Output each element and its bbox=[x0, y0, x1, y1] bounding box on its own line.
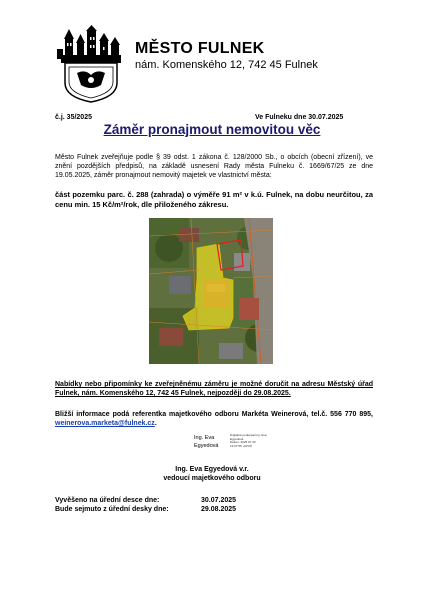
removed-date: 29.08.2025 bbox=[201, 506, 237, 513]
posted-label: Vyvěšeno na úřední desce dne: bbox=[55, 497, 160, 504]
digital-signature bbox=[194, 433, 267, 460]
town-name: MĚSTO FULNEK bbox=[135, 40, 265, 57]
town-crest-icon bbox=[55, 25, 127, 103]
document-date: Ve Fulneku dne 30.07.2025 bbox=[255, 114, 344, 121]
signature-digital-details bbox=[230, 434, 270, 448]
subject-paragraph: část pozemku parc. č. 288 (zahrada) o výměře 91 m² v k.ú. Fulnek, na dobu neurčitou, za cenu min. 15 Kč/m²/rok, dle přiloženého zákresu. bbox=[55, 190, 373, 209]
removed-label: Bude sejmuto z úřední desky dne: bbox=[55, 506, 169, 513]
signature-name-line2: Egyedová bbox=[194, 443, 219, 449]
signature-digital-line3: 13:07:55 +02'00' bbox=[230, 443, 253, 448]
town-address: nám. Komenského 12, 742 45 Fulnek bbox=[135, 59, 318, 71]
reference-number: č.j. 35/2025 bbox=[55, 114, 92, 121]
signature-digital-line1: Digitálně podepsal Ing. Eva Egyedová bbox=[230, 433, 267, 441]
submission-notice: Nabídky nebo připomínky ke zveřejněnému záměru je možné doručit na adresu Městský úřad Fulnek, nám. Komenského 12, 742 45 Fulnek, nejpozději do 29.08.2025. bbox=[55, 381, 373, 397]
signature-name-line1: Ing. Eva bbox=[194, 435, 215, 441]
posted-date: 30.07.2025 bbox=[201, 497, 237, 504]
email-link[interactable]: weinerova.marketa@fulnek.cz bbox=[55, 420, 155, 427]
signature-digital-line2: Datum: 2025.07.30 bbox=[230, 440, 256, 445]
contact-info bbox=[55, 410, 373, 428]
contact-end: . bbox=[154, 420, 157, 427]
signer-name: Ing. Eva Egyedová v.r. bbox=[175, 466, 249, 473]
signature-name bbox=[194, 434, 228, 450]
signer-block bbox=[0, 465, 424, 483]
contact-text: Bližší informace podá referentka majetkového odboru Markéta Weinerová, tel.č. 556 770 895, bbox=[55, 411, 373, 418]
document-title: Záměr pronajmout nemovitou věc bbox=[103, 122, 321, 137]
aerial-map-image bbox=[149, 218, 273, 364]
intro-paragraph: Město Fulnek zveřejňuje podle § 39 odst. 1 zákona č. 128/2000 Sb., o obcích (obecní zřízení), ve znění pozdějších předpisů, na základě usnesení Rady města Fulneku č. 1669/67/25 ze dne 19.05.2025, záměr pronajmout nemovitý majetek ve vlastnictví města: bbox=[55, 154, 373, 179]
signer-role: vedoucí majetkového odboru bbox=[163, 475, 261, 482]
